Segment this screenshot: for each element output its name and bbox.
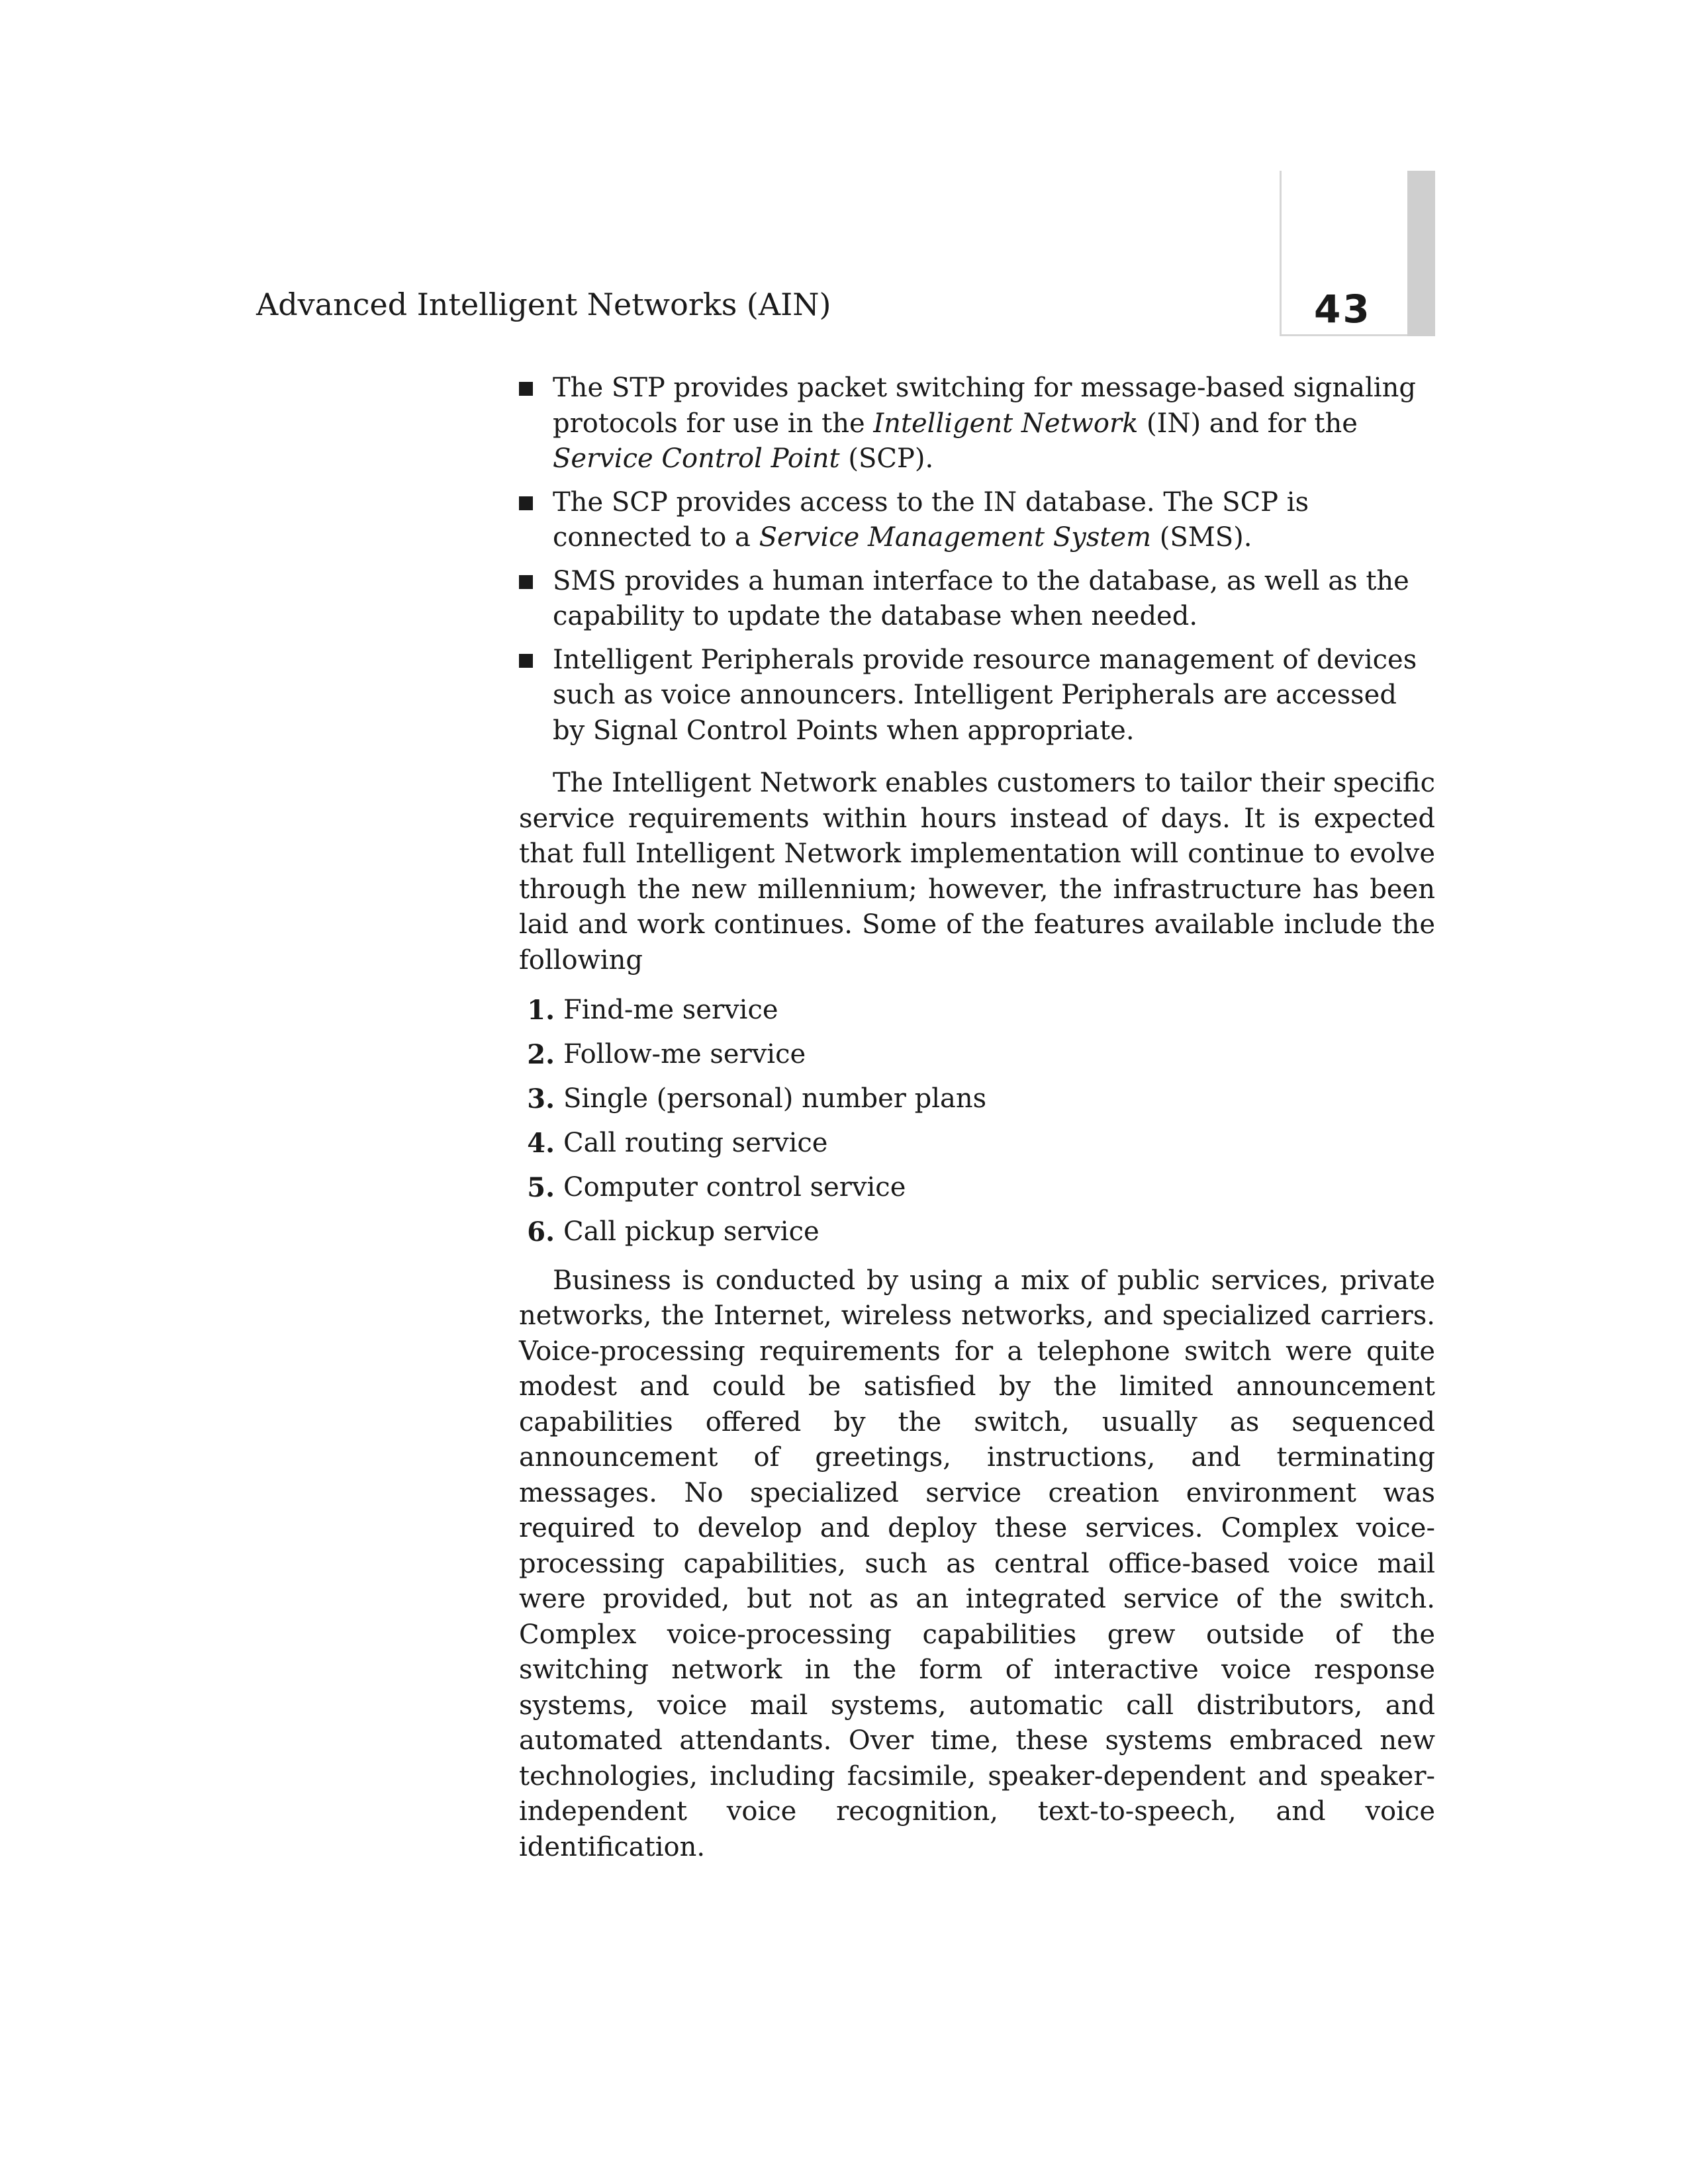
body-paragraph-voice-processing: Business is conducted by using a mix of public services, private networks, the Internet, wireless networks, and specialized carriers. Voice-processing requirements for a telephone switch were quite modest and could be satisfied by the limited announcement capabilities offered by the switch, usually as sequenced announcement of greetings, instructions, and terminating messages. No specialized service creation environment was required to develop and deploy these services. Complex voice-processing capabilities, such as central office-based voice mail were provided, but not as an integrated service of the switch. Complex voice-processing capabilities grew outside of the switching network in the form of interactive voice response systems, voice mail systems, automatic call distributors, and automated attendants. Over time, these systems embraced new technologies, including facsimile, speaker-dependent and speaker-independent voice recognition, text-to-speech, and voice identification. <box>519 1265 1435 1862</box>
square-bullet-icon <box>519 575 533 589</box>
feature-item <box>519 1214 1435 1250</box>
feature-label: Find-me service <box>563 995 778 1025</box>
bullet-item <box>519 485 1435 556</box>
bullet-item <box>519 643 1435 749</box>
bullet-text: The SCP provides access to the IN database. The SCP is connected to a Service Management System (SMS). <box>553 486 1309 553</box>
running-header-title: Advanced Intelligent Networks (AIN) <box>256 287 831 322</box>
feature-number: 6. <box>527 1216 555 1248</box>
square-bullet-icon <box>519 496 533 510</box>
feature-item <box>519 993 1435 1028</box>
feature-number: 5. <box>527 1172 555 1203</box>
page-tab-bar <box>1407 171 1435 336</box>
page-number: 43 <box>1314 287 1372 332</box>
bullet-list <box>519 371 1435 749</box>
feature-number: 2. <box>527 1039 555 1070</box>
feature-number: 4. <box>527 1128 555 1159</box>
feature-number: 1. <box>527 995 555 1026</box>
body-paragraph-intelligent-network: The Intelligent Network enables customers to tailor their specific service requirements within hours instead of days. It is expected that full Intelligent Network implementation will continue to evolve through the new millennium; however, the infrastructure has been laid and work continues. Some of the features available include the following <box>519 768 1435 976</box>
feature-item <box>519 1170 1435 1206</box>
page-body <box>519 371 1435 1865</box>
feature-item <box>519 1126 1435 1161</box>
feature-label: Call routing service <box>563 1128 828 1158</box>
page-tab-rule <box>1280 171 1282 336</box>
feature-number: 3. <box>527 1083 555 1115</box>
bullet-item <box>519 371 1435 477</box>
feature-item <box>519 1081 1435 1117</box>
feature-label: Follow-me service <box>563 1039 806 1069</box>
square-bullet-icon <box>519 382 533 396</box>
feature-label: Call pickup service <box>563 1216 820 1247</box>
square-bullet-icon <box>519 654 533 668</box>
bullet-text: Intelligent Peripherals provide resource management of devices such as voice announcers. Intelligent Peripherals are accessed by Signal Control Points when appropriate. <box>553 644 1417 746</box>
bullet-item <box>519 564 1435 635</box>
feature-label: Single (personal) number plans <box>563 1083 987 1114</box>
feature-list <box>519 993 1435 1250</box>
feature-label: Computer control service <box>563 1172 906 1203</box>
feature-item <box>519 1037 1435 1073</box>
bullet-text: The STP provides packet switching for message-based signaling protocols for use in the Intelligent Network (IN) and for the Service Control Point (SCP). <box>553 373 1416 474</box>
bullet-text: SMS provides a human interface to the database, as well as the capability to update the database when needed. <box>553 565 1409 631</box>
